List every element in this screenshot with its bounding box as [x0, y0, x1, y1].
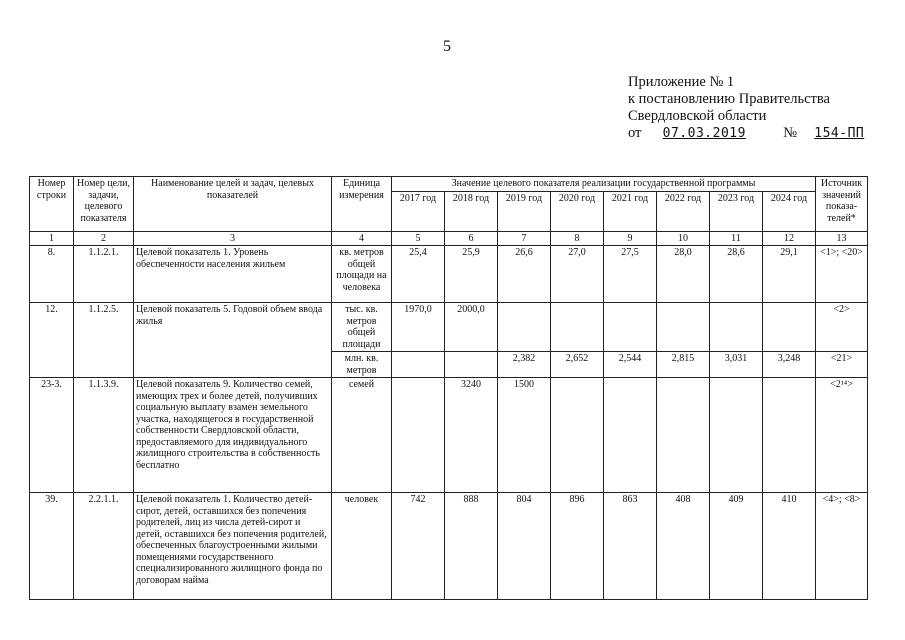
cell-value: 27,0: [551, 246, 604, 303]
cell-value: [763, 378, 816, 493]
cell-unit: тыс. кв. метров общей площади: [332, 303, 392, 352]
cell-name: Целевой показатель 9. Количество семей, имеющих трех и более детей, получивших социальную выплату взамен земельного участка, находящегося в государственной собственности Свердловской области, предоставляемого для индивидуального жилищного строительства в собственность бесплатно: [134, 378, 332, 493]
cell-row-no: 12.: [30, 303, 74, 378]
cell-goal-no: 1.1.2.5.: [74, 303, 134, 378]
cell-row-no: 8.: [30, 246, 74, 303]
cell-value: 863: [604, 493, 657, 600]
cell-goal-no: 2.2.1.1.: [74, 493, 134, 600]
header-source: Источник значений показа-телей*: [816, 177, 868, 232]
column-number: 7: [498, 231, 551, 246]
cell-value: 2,652: [551, 352, 604, 378]
cell-value: 742: [392, 493, 445, 600]
cell-value: 410: [763, 493, 816, 600]
cell-value: [763, 303, 816, 352]
cell-value: [657, 303, 710, 352]
cell-value: [445, 352, 498, 378]
appendix-region: Свердловской области: [628, 108, 767, 124]
header-row-no: Номер строки: [30, 177, 74, 232]
page-number: 5: [443, 38, 451, 55]
cell-name: Целевой показатель 1. Количество детей-сирот, детей, оставшихся без попечения родителей, лиц из числа детей-сирот и детей, оставшихся без попечения родителей, обеспеченных благоустроенными жилыми помещениями государственного специализированного жилищного фонда по договорам найма: [134, 493, 332, 600]
cell-value: 27,5: [604, 246, 657, 303]
cell-name: Целевой показатель 5. Годовой объем ввода жилья: [134, 303, 332, 378]
cell-unit: человек: [332, 493, 392, 600]
cell-value: 1500: [498, 378, 551, 493]
from-label: от: [628, 125, 642, 141]
cell-source: <4>; <8>: [816, 493, 868, 600]
column-number: 1: [30, 231, 74, 246]
column-number: 4: [332, 231, 392, 246]
indicators-table: [29, 176, 868, 600]
resolution-date: 07.03.2019: [662, 126, 746, 141]
column-number: 3: [134, 231, 332, 246]
table-row: [30, 378, 868, 493]
cell-value: 28,6: [710, 246, 763, 303]
cell-value: 804: [498, 493, 551, 600]
column-number: 8: [551, 231, 604, 246]
column-number: 5: [392, 231, 445, 246]
appendix-title: Приложение № 1: [628, 74, 735, 90]
cell-value: 408: [657, 493, 710, 600]
cell-value: 2,815: [657, 352, 710, 378]
column-number: 12: [763, 231, 816, 246]
cell-name: Целевой показатель 1. Уровень обеспеченности населения жильем: [134, 246, 332, 303]
cell-value: 26,6: [498, 246, 551, 303]
cell-row-no: 39.: [30, 493, 74, 600]
cell-value: 409: [710, 493, 763, 600]
table-row: [30, 493, 868, 600]
header-year: 2022 год: [657, 191, 710, 231]
cell-value: 25,4: [392, 246, 445, 303]
resolution-number: 154-ПП: [814, 126, 865, 141]
cell-value: 2000,0: [445, 303, 498, 352]
header-name: Наименование целей и задач, целевых показателей: [134, 177, 332, 232]
cell-value: 29,1: [763, 246, 816, 303]
cell-value: [604, 303, 657, 352]
column-number: 6: [445, 231, 498, 246]
appendix-header: [628, 74, 864, 142]
column-number: 13: [816, 231, 868, 246]
cell-value: [551, 303, 604, 352]
cell-value: [604, 378, 657, 493]
cell-value: 888: [445, 493, 498, 600]
cell-value: [392, 378, 445, 493]
cell-source: <21>: [816, 352, 868, 378]
cell-unit: семей: [332, 378, 392, 493]
column-number: 10: [657, 231, 710, 246]
column-number: 9: [604, 231, 657, 246]
column-number-row: [30, 231, 868, 246]
cell-row-no: 23-3.: [30, 378, 74, 493]
cell-value: [551, 378, 604, 493]
cell-value: 2,544: [604, 352, 657, 378]
cell-unit: млн. кв. метров: [332, 352, 392, 378]
cell-goal-no: 1.1.2.1.: [74, 246, 134, 303]
cell-source: <1>; <20>: [816, 246, 868, 303]
cell-value: [657, 378, 710, 493]
cell-value: 28,0: [657, 246, 710, 303]
cell-value: 25,9: [445, 246, 498, 303]
table-row: [30, 246, 868, 303]
column-number: 11: [710, 231, 763, 246]
cell-value: [392, 352, 445, 378]
header-goal-no: Номер цели, задачи, целевого показателя: [74, 177, 134, 232]
header-year: 2021 год: [604, 191, 657, 231]
cell-unit: кв. метров общей площади на человека: [332, 246, 392, 303]
cell-source: <2>: [816, 303, 868, 352]
cell-value: 3,031: [710, 352, 763, 378]
cell-value: 896: [551, 493, 604, 600]
header-row: [30, 177, 868, 192]
cell-source: <2¹⁴>: [816, 378, 868, 493]
table-row: [30, 303, 868, 352]
cell-goal-no: 1.1.3.9.: [74, 378, 134, 493]
number-label: №: [783, 125, 798, 141]
appendix-resolution: к постановлению Правительства: [628, 91, 830, 107]
cell-value: 2,382: [498, 352, 551, 378]
header-year: 2017 год: [392, 191, 445, 231]
cell-value: 3,248: [763, 352, 816, 378]
column-number: 2: [74, 231, 134, 246]
cell-value: [498, 303, 551, 352]
cell-value: 3240: [445, 378, 498, 493]
cell-value: 1970,0: [392, 303, 445, 352]
header-year: 2020 год: [551, 191, 604, 231]
appendix-date-line: [628, 125, 864, 142]
header-year: 2018 год: [445, 191, 498, 231]
header-unit: Единица измерения: [332, 177, 392, 232]
header-value-group: Значение целевого показателя реализации государственной программы: [392, 177, 816, 192]
header-year: 2019 год: [498, 191, 551, 231]
cell-value: [710, 378, 763, 493]
header-year: 2023 год: [710, 191, 763, 231]
cell-value: [710, 303, 763, 352]
header-year: 2024 год: [763, 191, 816, 231]
